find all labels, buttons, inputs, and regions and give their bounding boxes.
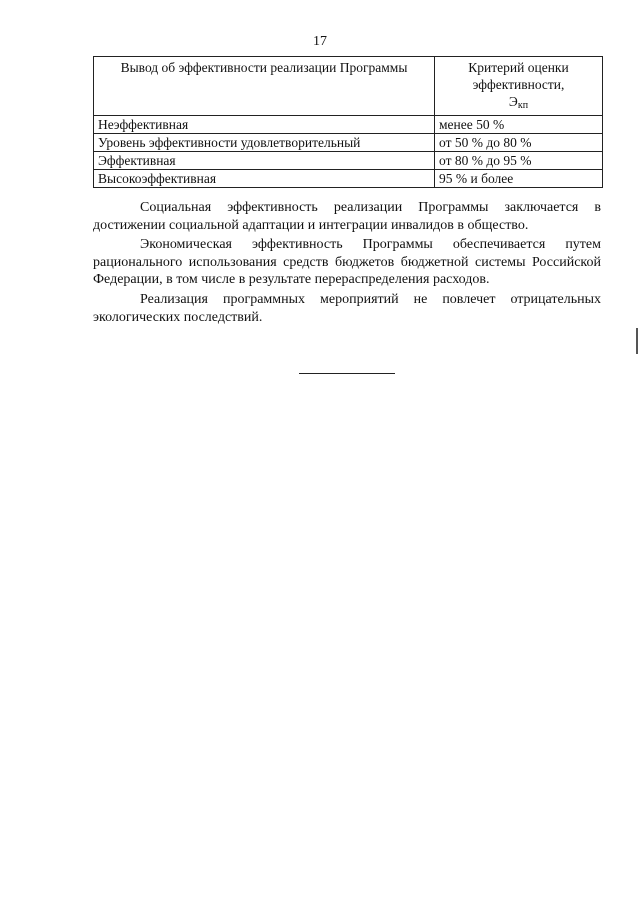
end-separator-line (299, 373, 395, 374)
table-header-row (94, 57, 603, 116)
header-criterion-subscript: кп (517, 100, 529, 111)
header-criterion-line2: эффективности, (472, 77, 565, 92)
scan-edge-mark (636, 328, 638, 354)
header-criterion-symbol: Э (508, 94, 518, 109)
table-row (94, 116, 603, 134)
paragraph-economic-efficiency: Экономическая эффективность Программы обеспечивается путем рационального использования средств бюджетов бюджетной системы Российской Федерации, в том числе в результате перераспределения расходов. (93, 237, 601, 288)
table-row (94, 134, 603, 152)
page-number: 17 (313, 34, 327, 49)
row-label: Уровень эффективности удовлетворительный (94, 134, 435, 152)
header-criterion (435, 57, 603, 116)
row-label: Неэффективная (94, 116, 435, 134)
row-value: 95 % и более (435, 170, 603, 188)
row-value: от 50 % до 80 % (435, 134, 603, 152)
row-value: от 80 % до 95 % (435, 152, 603, 170)
efficiency-criteria-table (93, 56, 603, 188)
paragraph-social-efficiency: Социальная эффективность реализации Программы заключается в достижении социальной адаптации и интеграции инвалидов в общество. (93, 200, 601, 233)
row-label: Эффективная (94, 152, 435, 170)
header-conclusion: Вывод об эффективности реализации Программы (94, 57, 435, 116)
row-label: Высокоэффективная (94, 170, 435, 188)
table-row (94, 170, 603, 188)
row-value: менее 50 % (435, 116, 603, 134)
table-row (94, 152, 603, 170)
header-criterion-line1: Критерий оценки (468, 60, 569, 75)
paragraph-ecological-consequences: Реализация программных мероприятий не повлечет отрицательных экологических последствий. (93, 291, 601, 325)
body-text (93, 199, 601, 328)
